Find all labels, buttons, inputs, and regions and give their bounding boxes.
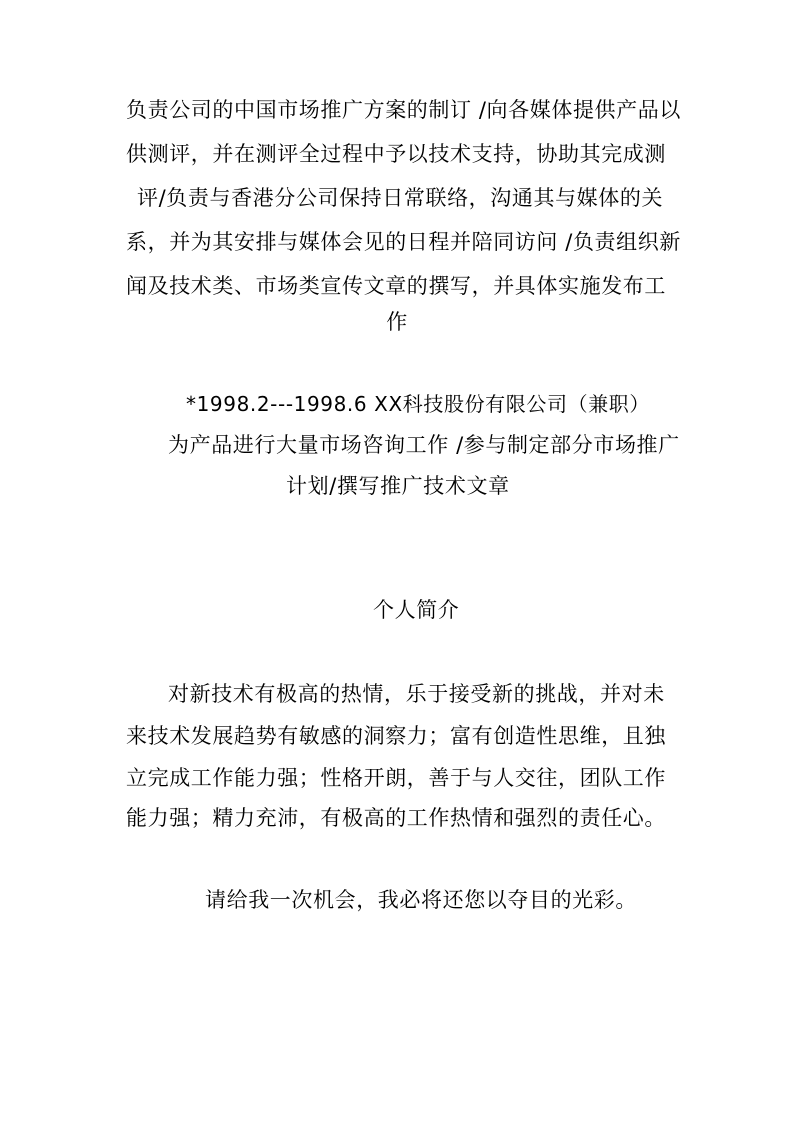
duties-line-6: 作 xyxy=(386,310,408,334)
job-entry-desc-line-1: 为产品进行大量市场咨询工作 /参与制定部分市场推广 xyxy=(168,433,680,457)
duties-line-1: 负责公司的中国市场推广方案的制订 /向各媒体提供产品以 xyxy=(126,98,681,122)
job-entry-desc-line-2: 计划/撰写推广技术文章 xyxy=(286,474,510,498)
job-entry-heading: *1998.2---1998.6 XX科技股份有限公司（兼职） xyxy=(186,392,650,416)
profile-line-4: 能力强；精力充沛，有极高的工作热情和强烈的责任心。 xyxy=(126,806,666,830)
duties-line-2: 供测评，并在测评全过程中予以技术支持，协助其完成测 xyxy=(126,142,666,166)
profile-line-3: 立完成工作能力强；性格开朗，善于与人交往，团队工作 xyxy=(126,766,666,790)
profile-line-1: 对新技术有极高的热情，乐于接受新的挑战，并对未 xyxy=(168,682,665,706)
duties-line-5: 闻及技术类、市场类宣传文章的撰写，并具体实施发布工 xyxy=(126,274,666,298)
profile-title: 个人简介 xyxy=(373,598,460,622)
duties-line-3: 评/负责与香港分公司保持日常联络，沟通其与媒体的关 xyxy=(137,186,664,210)
profile-line-2: 来技术发展趋势有敏感的洞察力；富有创造性思维，且独 xyxy=(126,724,666,748)
duties-line-4: 系，并为其安排与媒体会见的日程并陪同访问 /负责组织新 xyxy=(126,230,681,254)
closing-line: 请给我一次机会，我必将还您以夺目的光彩。 xyxy=(205,888,637,912)
